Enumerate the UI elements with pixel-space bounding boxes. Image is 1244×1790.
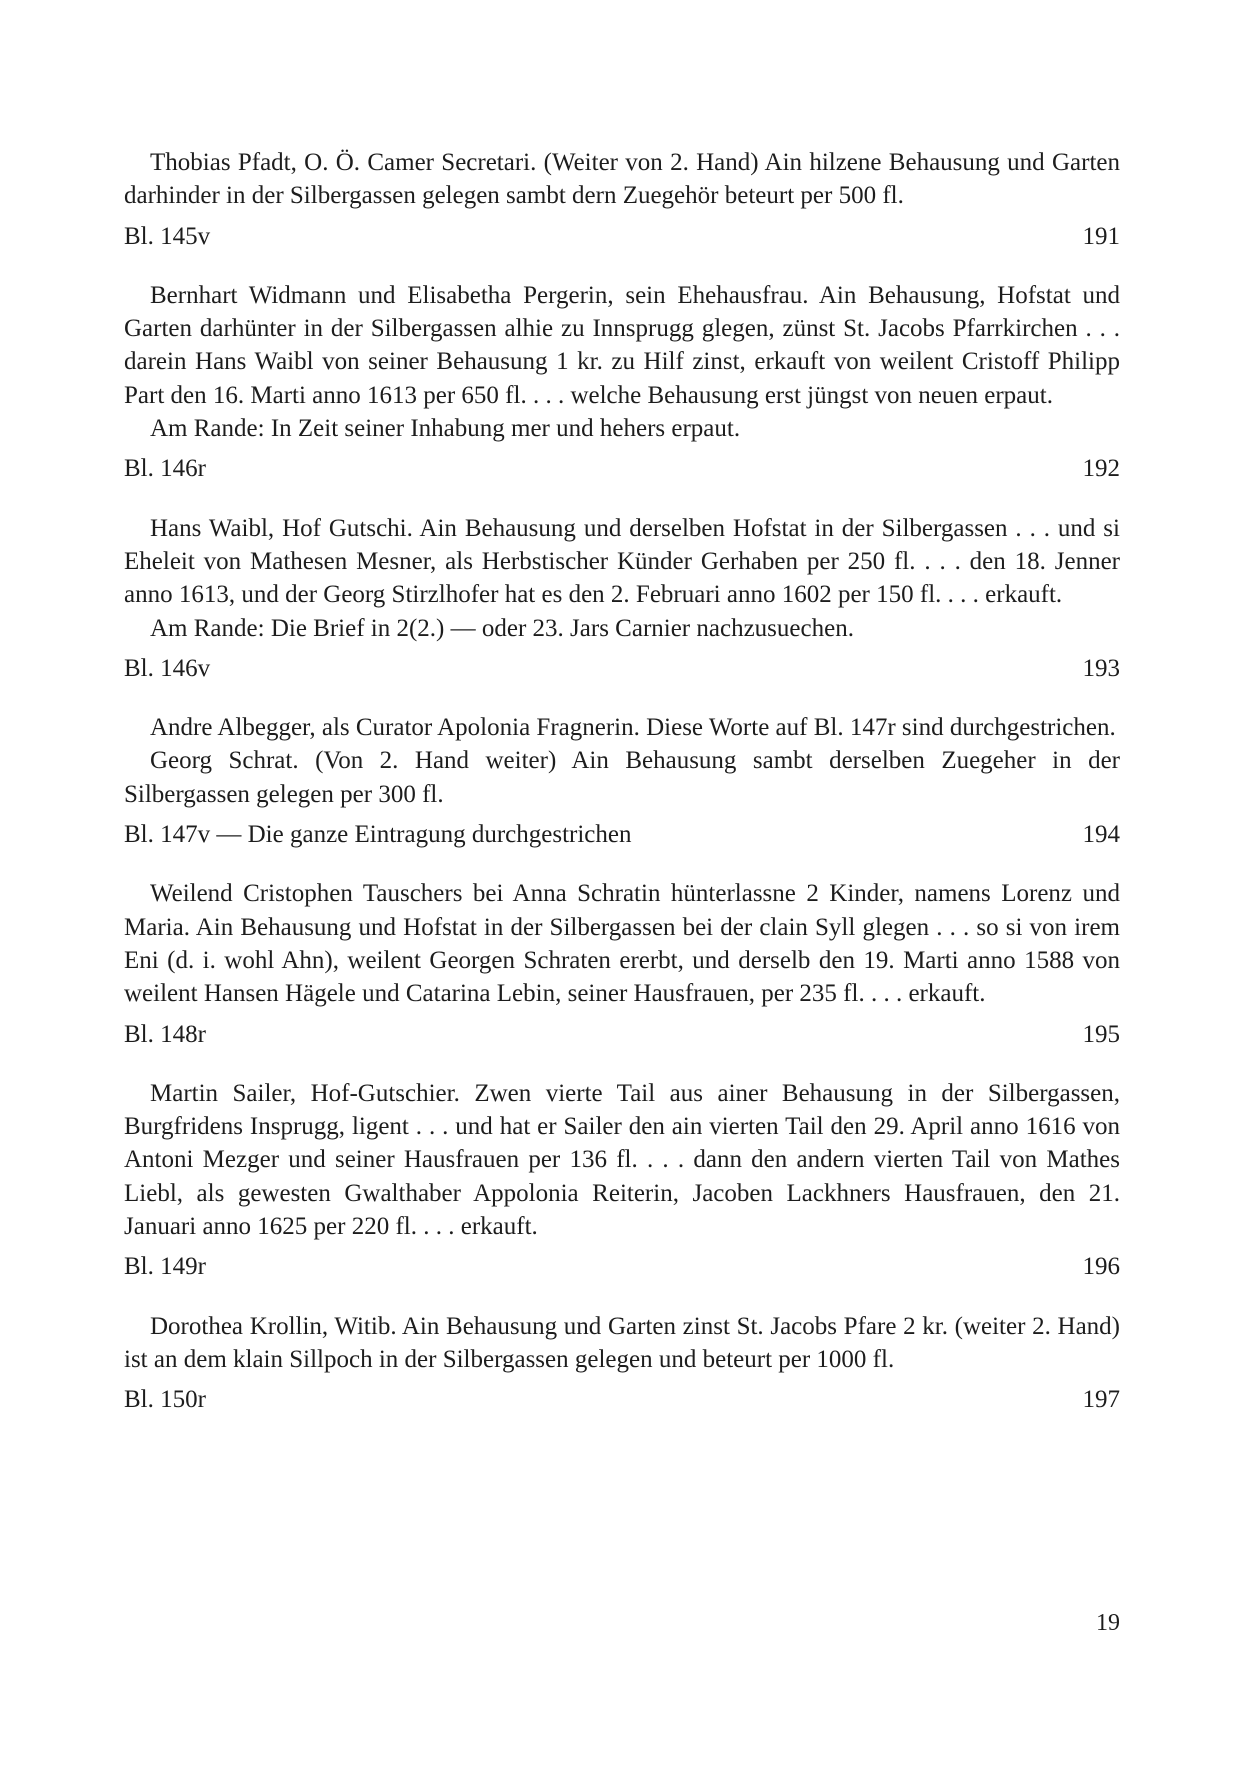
- entry-number: 192: [1082, 455, 1120, 483]
- reference-line: [124, 452, 1120, 485]
- folio-reference: Bl. 148r: [124, 1020, 206, 1048]
- entry-number: 191: [1082, 222, 1120, 250]
- entry-195: [124, 877, 1120, 1050]
- entry-text: Thobias Pfadt, O. Ö. Camer Secretari. (Weiter von 2. Hand) Ain hilzene Behausung und Garten darhinder in der Silbergassen gelegen sambt dern Zuegehör beteurt per 500 fl.: [124, 149, 1120, 210]
- entry-text: Andre Albegger, als Curator Apolonia Fragnerin. Diese Worte auf Bl. 147r sind durchgestrichen.: [150, 714, 1116, 742]
- entry-191: [124, 146, 1120, 253]
- entry-number: 194: [1082, 821, 1120, 849]
- entry-text: Dorothea Krollin, Witib. Ain Behausung und Garten zinst St. Jacobs Pfare 2 kr. (weiter 2. Hand) ist an dem klain Sillpoch in der Silbergassen gelegen und beteurt per 1000 fl.: [124, 1312, 1120, 1373]
- reference-line: [124, 818, 1120, 851]
- entry-192: [124, 279, 1120, 486]
- margin-note: Am Rande: In Zeit seiner Inhabung mer und hehers erpaut.: [150, 415, 741, 443]
- reference-line: [124, 220, 1120, 253]
- folio-reference: Bl. 145v: [124, 222, 211, 250]
- entry-number: 196: [1082, 1253, 1120, 1281]
- entry-194: [124, 711, 1120, 851]
- page-number: 19: [1096, 1610, 1120, 1636]
- reference-line: [124, 1383, 1120, 1416]
- folio-reference: Bl. 149r: [124, 1253, 206, 1281]
- entry-number: 197: [1082, 1386, 1120, 1414]
- document-page: [124, 146, 1120, 1443]
- entry-text-continued: Georg Schrat. (Von 2. Hand weiter) Ain Behausung sambt derselben Zuegeher in der Silbergassen gelegen per 300 fl.: [124, 747, 1120, 808]
- entry-193: [124, 512, 1120, 685]
- entry-text: Weilend Cristophen Tauschers bei Anna Schratin hünterlassne 2 Kinder, namens Lorenz und Maria. Ain Behausung und Hofstat in der Silbergassen bei der clain Syll glegen . . . so si von irem Eni (d. i. wohl Ahn), weilent Georgen Schraten ererbt, und derselb den 19. Marti anno 1588 von weilent Hansen Hägele und Catarina Lebin, seiner Hausfrauen, per 235 fl. . . . erkauft.: [124, 880, 1120, 1008]
- reference-line: [124, 652, 1120, 685]
- entry-number: 195: [1082, 1020, 1120, 1048]
- entry-text: Martin Sailer, Hof-Gutschier. Zwen vierte Tail aus ainer Behausung in der Silbergassen, Burgfridens Insprugg, ligent . . . und hat er Sailer den ain vierten Tail den 29. April anno 1616 von Antoni Mezger und seiner Hausfrauen per 136 fl. . . . dann den andern vierten Tail von Mathes Liebl, als gewesten Gwalthaber Appolonia Reiterin, Jacoben Lackhners Hausfrauen, den 21. Januari anno 1625 per 220 fl. . . . erkauft.: [124, 1079, 1120, 1241]
- reference-line: [124, 1250, 1120, 1283]
- entry-number: 193: [1082, 654, 1120, 682]
- folio-reference: Bl. 150r: [124, 1386, 206, 1414]
- folio-reference: Bl. 146v: [124, 654, 211, 682]
- entry-text: Hans Waibl, Hof Gutschi. Ain Behausung und derselben Hofstat in der Silbergassen . . . und si Eheleit von Mathesen Mesner, als Herbstischer Künder Gerhaben per 250 fl. . . . den 18. Jenner anno 1613, und der Georg Stirzlhofer hat es den 2. Februari anno 1602 per 150 fl. . . . erkauft.: [124, 514, 1120, 609]
- reference-line: [124, 1018, 1120, 1051]
- margin-note: Am Rande: Die Brief in 2(2.) — oder 23. Jars Carnier nachzusuechen.: [150, 614, 854, 642]
- folio-reference: Bl. 147v — Die ganze Eintragung durchgestrichen: [124, 821, 632, 849]
- entry-196: [124, 1077, 1120, 1284]
- entry-text: Bernhart Widmann und Elisabetha Pergerin, sein Ehehausfrau. Ain Behausung, Hofstat und Garten darhünter in der Silbergassen alhie zu Innsprugg glegen, zünst St. Jacobs Pfarrkirchen . . . darein Hans Waibl von seiner Behausung 1 kr. zu Hilf zinst, erkauft von weilent Cristoff Philipp Part den 16. Marti anno 1613 per 650 fl. . . . welche Behausung erst jüngst von neuen erpaut.: [124, 281, 1120, 409]
- folio-reference: Bl. 146r: [124, 455, 206, 483]
- entry-197: [124, 1310, 1120, 1417]
